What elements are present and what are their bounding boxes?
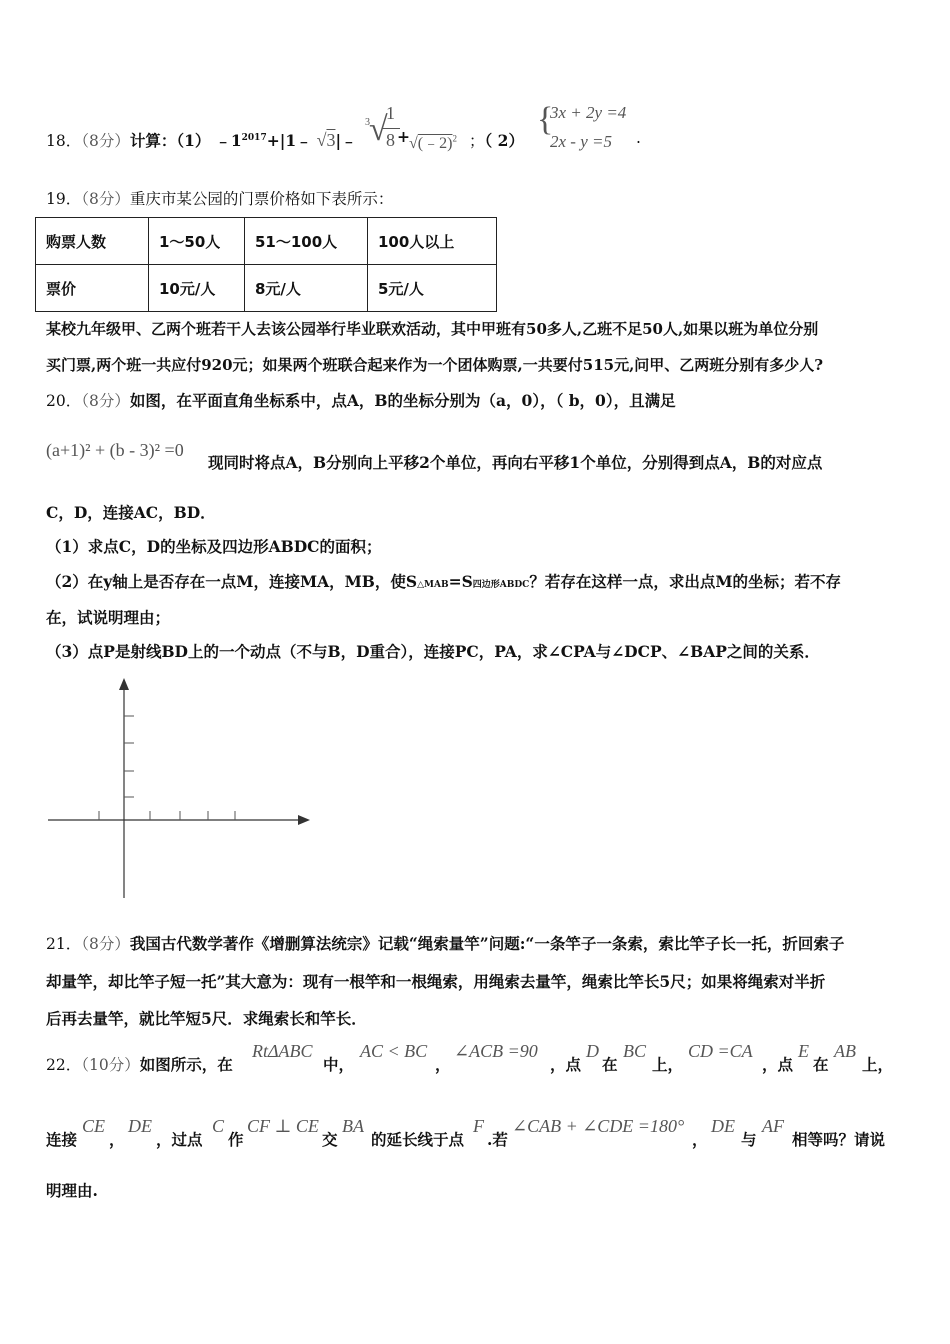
fraction-numerator: 1 <box>386 103 395 123</box>
question-text: C，D，连接AC，BD． <box>46 503 216 522</box>
plus-sign: + <box>397 127 410 146</box>
math-expr: AC < BC <box>360 1041 428 1061</box>
question-text: 如图，在平面直角坐标系中，点A，B的坐标分别为（a，0），（ b，0），且满足 <box>129 391 676 410</box>
table-cell: 51～100人 <box>245 218 368 265</box>
question-text: 买门票,两个班一共应付920元；如果两个班联合起来作为一个团体购票,一共要付515元,问甲、乙两班分别有多少人? <box>46 356 824 374</box>
math-expr: C <box>212 1116 225 1136</box>
question-score: （8分） <box>81 935 130 953</box>
question-text: ， <box>435 1055 451 1074</box>
math-expr: CE <box>82 1116 106 1136</box>
math-expr: DE <box>711 1116 735 1136</box>
sqrt3-expression: √3 <box>316 130 336 150</box>
math-expr: BC <box>623 1041 647 1061</box>
sqrt-square-expression: √(﹣2)$^2$ <box>409 133 457 152</box>
math-expr: CF ⊥ CE <box>247 1116 319 1136</box>
subquestion-3: （3）点P是射线BD上的一个动点（不与B，D重合），连接PC，PA，求∠CPA与∠DCP、∠BAP之间的关系． <box>46 642 820 661</box>
table-cell: 10元/人 <box>149 265 245 312</box>
q19-heading <box>46 187 393 209</box>
question-text: 上， <box>652 1055 684 1074</box>
x-axis-arrow-icon <box>298 815 310 825</box>
table-cell: 购票人数 <box>36 218 149 265</box>
question-text: 如图所示，在 <box>139 1055 233 1074</box>
q18-part2 <box>469 129 524 151</box>
math-expr: D <box>586 1041 599 1061</box>
question-text: ， <box>692 1130 708 1149</box>
abs-close: |﹣ <box>335 131 357 150</box>
price-table <box>35 217 497 312</box>
table-row <box>36 218 497 265</box>
question-text: 作 <box>228 1130 244 1149</box>
question-text: 后再去量竿，就比竿短5尺．求绳索长和竿长． <box>46 1009 367 1028</box>
x-ticks <box>99 811 235 820</box>
question-text: 现同时将点A，B分别向上平移2个单位，再向右平移1个单位，分别得到点A，B的对应点 <box>208 453 823 472</box>
brace-icon: { <box>537 101 554 138</box>
question-number: 18． <box>46 132 82 150</box>
question-text: ，过点 <box>156 1130 203 1149</box>
y-ticks <box>124 716 134 797</box>
equation-1: 3x + 2y =4 <box>550 103 627 122</box>
question-text: 在 <box>602 1055 618 1074</box>
subquestion-2-cont: 在，试说明理由； <box>46 608 171 627</box>
equation-2: 2x - y =5 <box>550 132 612 151</box>
math-expr: E <box>798 1041 809 1061</box>
question-text: 某校九年级甲、乙两个班若干人去该公园举行毕业联欢活动，其中甲班有50多人,乙班不足50人,如果以班为单位分别 <box>46 320 819 338</box>
question-text: 明理由. <box>46 1181 98 1200</box>
radical-sign: √ <box>369 111 388 148</box>
question-number: 20． <box>46 392 82 410</box>
question-score: （8分） <box>81 132 130 150</box>
q18-line <box>46 129 357 151</box>
math-expr: BA <box>342 1116 364 1136</box>
math-expr: AF <box>762 1116 784 1136</box>
fraction-denominator: 8 <box>386 130 395 150</box>
math-expr: CD =CA <box>688 1041 753 1061</box>
condition-formula: (a+1)² + (b - 3)² =0 <box>46 440 184 460</box>
question-text: 的延长线于点 <box>371 1130 465 1149</box>
question-text: 连接 <box>46 1130 78 1149</box>
math-expr: ∠CAB + ∠CDE =180° <box>512 1116 685 1136</box>
subquestion-2: （2）在y轴上是否存在一点M，连接MA，MB，使S△MAB=S四边形ABDC？若存在这样一点，求出点M的坐标；若不存 <box>46 572 841 591</box>
subquestion-1: （1）求点C，D的坐标及四边形ABDC的面积； <box>46 537 382 556</box>
question-score: （8分） <box>81 392 130 410</box>
question-number: 19． <box>46 190 82 208</box>
table-cell: 8元/人 <box>245 265 368 312</box>
math-expr: RtΔABC <box>252 1041 313 1061</box>
table-row <box>36 265 497 312</box>
question-text: 却量竿，却比竿子短一托”其大意为：现有一根竿和一根绳索，用绳索去量竿，绳索比竿长5尺；如果将绳索对半折 <box>46 972 826 991</box>
question-score: （10分） <box>81 1056 140 1074</box>
period: . <box>636 129 641 147</box>
question-text: 交 <box>322 1130 338 1149</box>
q22-heading <box>46 1053 233 1075</box>
part-label-2: （ 2） <box>484 131 524 150</box>
question-text: 在 <box>813 1055 829 1074</box>
question-text: 中， <box>323 1055 355 1074</box>
question-text: .若 <box>487 1130 508 1149</box>
separator: ； <box>469 132 485 150</box>
table-cell: 票价 <box>36 265 149 312</box>
table-cell: 100人以上 <box>368 218 497 265</box>
question-text: 与 <box>741 1130 757 1149</box>
question-intro: 重庆市某公园的门票价格如下表所示： <box>129 190 394 208</box>
table-cell: 1～50人 <box>149 218 245 265</box>
question-score: （8分） <box>81 190 130 208</box>
q20-heading <box>46 389 676 411</box>
math-expr: AB <box>834 1041 856 1061</box>
table-cell: 5元/人 <box>368 265 497 312</box>
question-text: ，点 <box>762 1055 794 1074</box>
q21-line1 <box>46 932 844 954</box>
part-label: （1） <box>176 131 211 150</box>
abs-open: +|1﹣ <box>266 131 312 150</box>
instruction-label: 计算： <box>129 131 177 150</box>
question-text: ， <box>109 1130 125 1149</box>
question-text: ，点 <box>550 1055 582 1074</box>
question-text: 上， <box>862 1055 894 1074</box>
question-number: 22． <box>46 1056 82 1074</box>
power-term: $﹣1^{2017}$ <box>215 131 267 150</box>
math-expr: ∠ACB =90 <box>454 1041 538 1061</box>
question-text: 相等吗？请说 <box>792 1130 886 1149</box>
question-number: 21． <box>46 935 82 953</box>
question-text: 我国古代数学著作《增删算法统宗》记载“绳索量竿”问题:“一条竿子一条索，索比竿子长一托，折回索子 <box>129 934 845 953</box>
root-index: 3 <box>365 117 370 128</box>
math-expr: DE <box>128 1116 152 1136</box>
coordinate-axes-figure <box>40 670 320 905</box>
math-expr: F <box>473 1116 484 1136</box>
y-axis-arrow-icon <box>119 678 129 690</box>
